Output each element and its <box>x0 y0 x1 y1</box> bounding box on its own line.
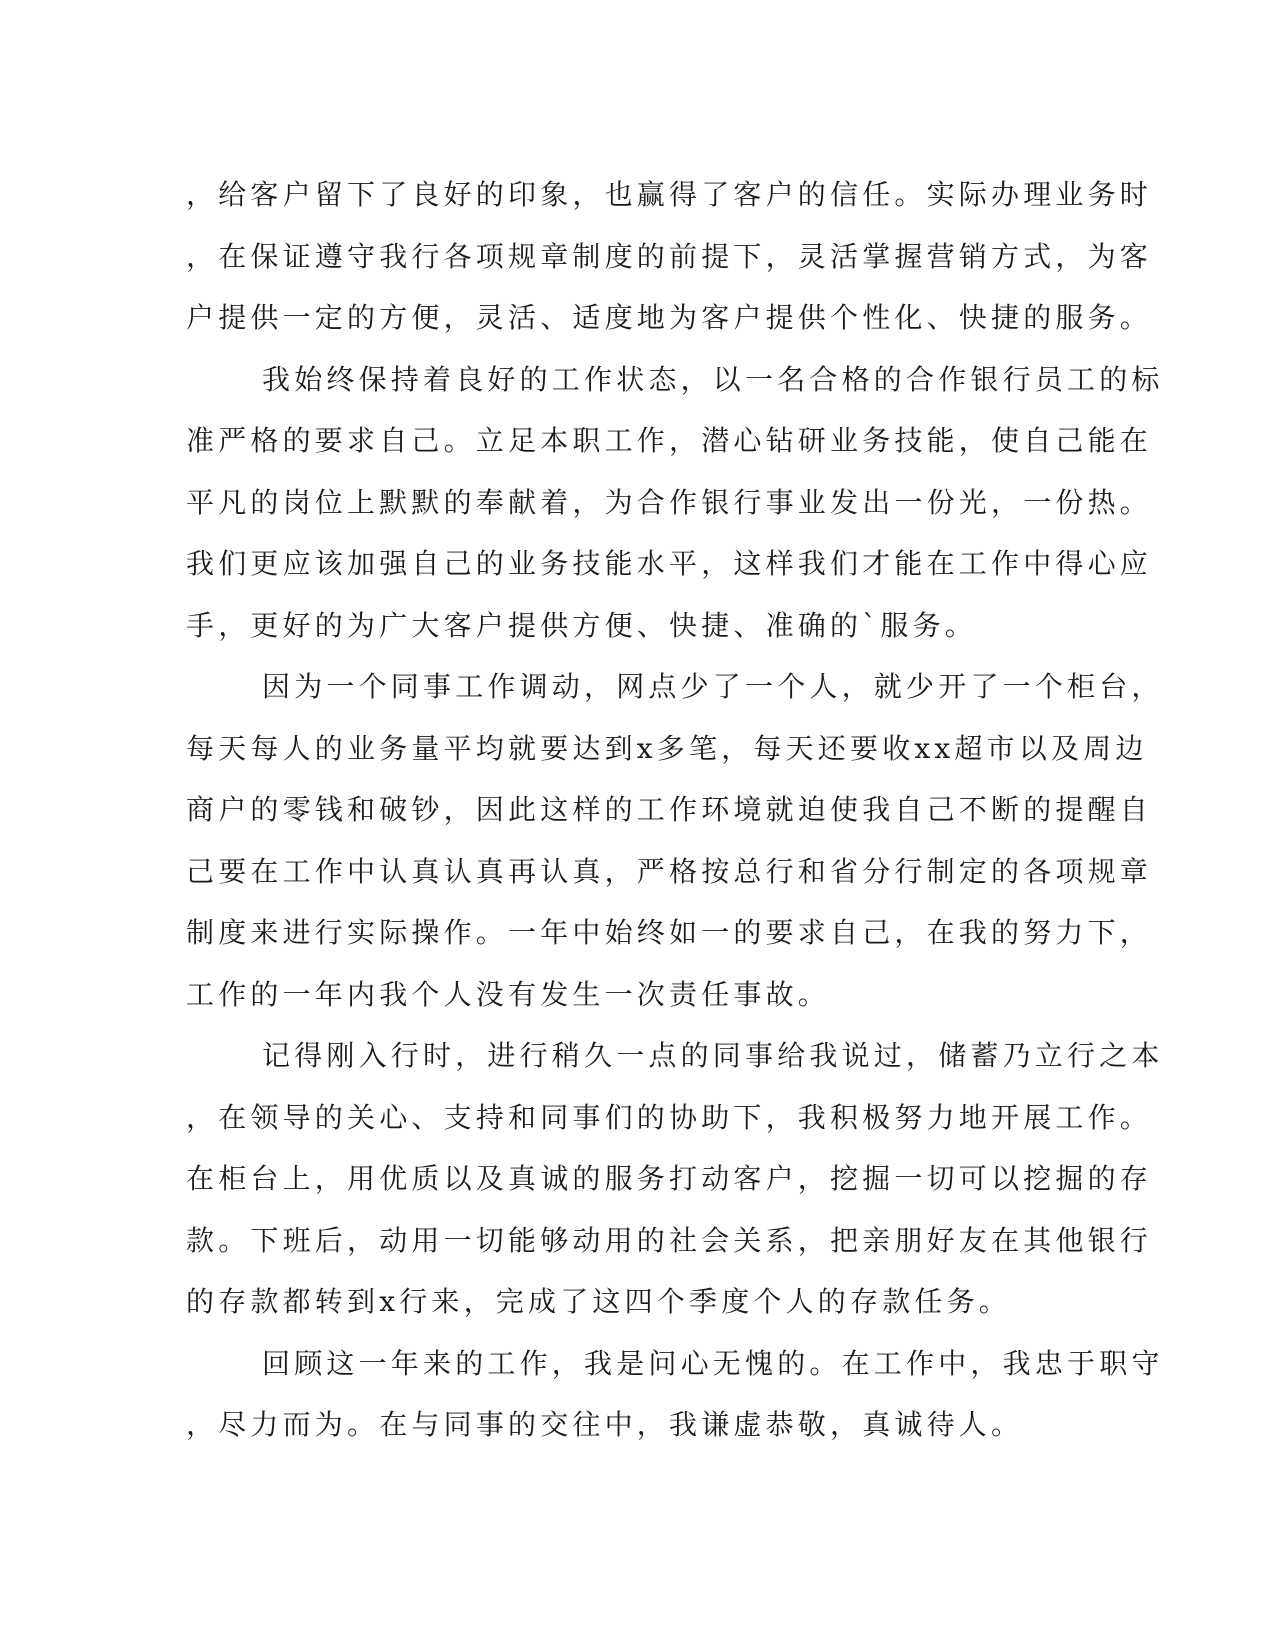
text-line: ，尽力而为。在与同事的交往中，我谦虚恭敬，真诚待人。 <box>186 1408 1024 1441</box>
text-line: ，给客户留下了良好的印象，也赢得了客户的信任。实际办理业务时 <box>186 178 1153 211</box>
paragraph-first-line: 因为一个同事工作调动，网点少了一个人，就少开了一个柜台， <box>262 670 1164 703</box>
text-line: ，在保证遵守我行各项规章制度的前提下，灵活掌握营销方式，为客 <box>186 239 1153 273</box>
text-line: 在柜台上，用优质以及真诚的服务打动客户，挖掘一切可以挖掘的存 <box>186 1162 1153 1195</box>
paragraph-first-line: 我始终保持着良好的工作状态，以一名合格的合作银行员工的标 <box>262 362 1164 396</box>
text-line: 商户的零钱和破钞，因此这样的工作环境就迫使我自己不断的提醒自 <box>186 793 1153 826</box>
text-line: 每天每人的业务量平均就要达到x多笔，每天还要收xx超市以及周边 <box>186 731 1148 765</box>
text-line: 户提供一定的方便，灵活、适度地为客户提供个性化、快捷的服务。 <box>186 301 1153 334</box>
text-line: 制度来进行实际操作。一年中始终如一的要求自己，在我的努力下， <box>186 916 1153 949</box>
text-line: 平凡的岗位上默默的奉献着，为合作银行事业发出一份光，一份热。 <box>186 485 1153 519</box>
paragraph-first-line: 记得刚入行时，进行稍久一点的同事给我说过，储蓄乃立行之本 <box>262 1039 1164 1072</box>
body-text <box>186 164 1164 1456</box>
text-line: 己要在工作中认真认真再认真，严格按总行和省分行制定的各项规章 <box>186 854 1153 888</box>
text-line: 的存款都转到x行来，完成了这四个季度个人的存款任务。 <box>186 1285 1011 1318</box>
text-line: ，在领导的关心、支持和同事们的协助下，我积极努力地开展工作。 <box>186 1100 1153 1134</box>
text-line: 我们更应该加强自己的业务技能水平，这样我们才能在工作中得心应 <box>186 547 1153 580</box>
paragraph-first-line: 回顾这一年来的工作，我是问心无愧的。在工作中，我忠于职守 <box>262 1346 1164 1380</box>
text-line: 手，更好的为广大客户提供方便、快捷、准确的`服务。 <box>186 608 978 642</box>
text-line: 工作的一年内我个人没有发生一次责任事故。 <box>186 977 831 1011</box>
text-line: 准严格的要求自己。立足本职工作，潜心钻研业务技能，使自己能在 <box>186 424 1153 457</box>
text-line: 款。下班后，动用一切能够动用的社会关系，把亲朋好友在其他银行 <box>186 1223 1153 1257</box>
